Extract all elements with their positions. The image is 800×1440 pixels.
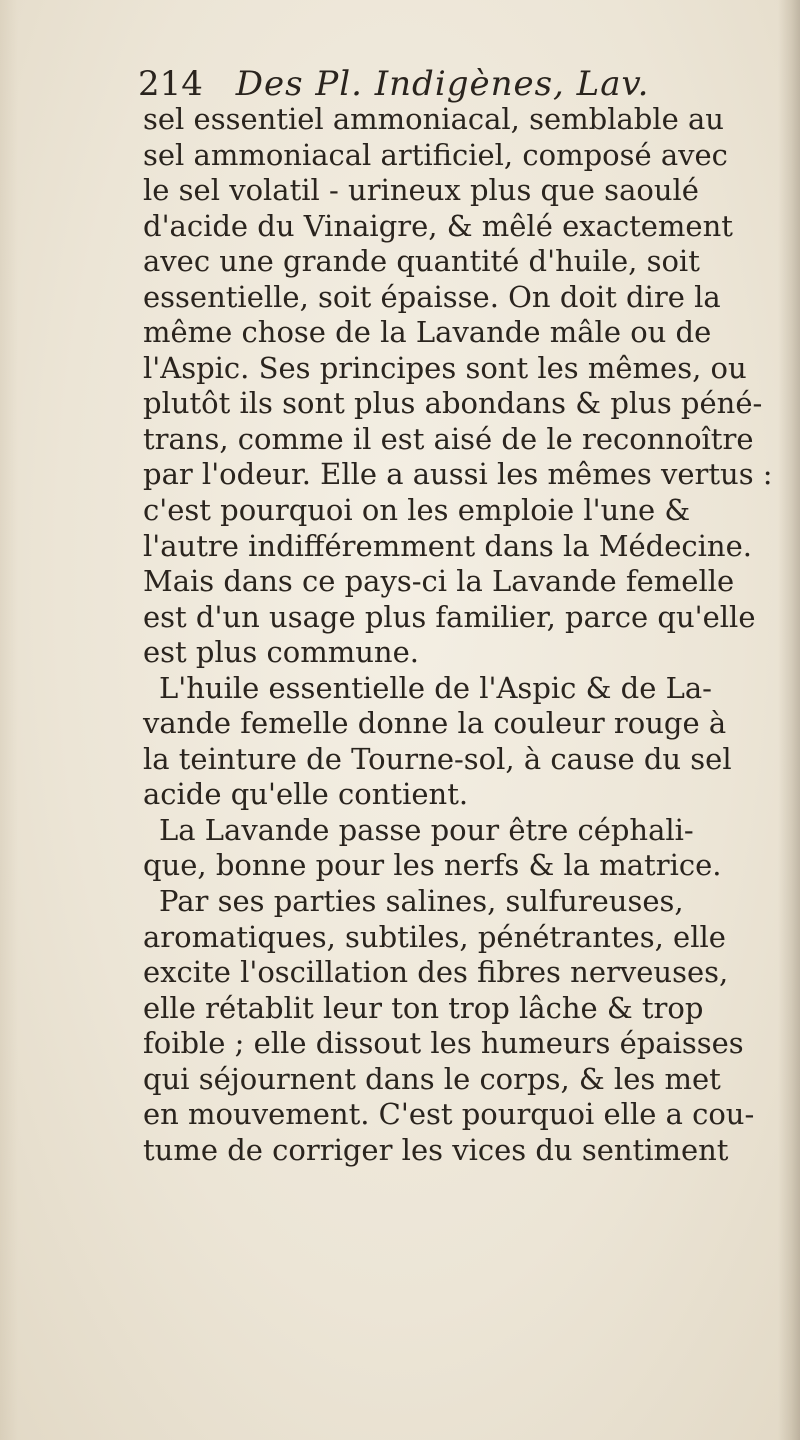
body-text xyxy=(143,102,783,1168)
text-line: est plus commune. xyxy=(143,635,419,670)
text-line: l'Aspic. Ses principes sont les mêmes, ou xyxy=(143,350,747,385)
text-line: par l'odeur. Elle a aussi les mêmes vertus : xyxy=(143,457,773,492)
text-line: c'est pourquoi on les emploie l'une & xyxy=(143,493,691,528)
page-gutter-shadow xyxy=(0,0,18,1440)
text-line: d'acide du Vinaigre, & mêlé exactement xyxy=(143,208,733,243)
text-line: elle rétablit leur ton trop lâche & trop xyxy=(143,990,704,1025)
text-line: en mouvement. C'est pourquoi elle a cou- xyxy=(143,1097,755,1132)
paragraph-start-line: L'huile essentielle de l'Aspic & de La- xyxy=(159,670,712,705)
text-line: vande femelle donne la couleur rouge à xyxy=(143,706,727,741)
text-line: plutôt ils sont plus abondans & plus péné- xyxy=(143,386,763,421)
text-line: trans, comme il est aisé de le reconnoître xyxy=(143,421,754,456)
text-line: même chose de la Lavande mâle ou de xyxy=(143,315,712,350)
text-line: aromatiques, subtiles, pénétrantes, elle xyxy=(143,919,726,954)
text-line: avec une grande quantité d'huile, soit xyxy=(143,244,700,279)
text-line: est d'un usage plus familier, parce qu'elle xyxy=(143,599,756,634)
paragraph-start-line: La Lavande passe pour être céphali- xyxy=(159,812,694,847)
text-line: foible ; elle dissout les humeurs épaisses xyxy=(143,1026,744,1061)
text-line: que, bonne pour les nerfs & la matrice. xyxy=(143,848,722,883)
paragraph-start-line: Par ses parties salines, sulfureuses, xyxy=(159,884,684,919)
page-header xyxy=(138,62,778,106)
text-line: sel essentiel ammoniacal, semblable au xyxy=(143,102,724,136)
text-line: l'autre indifféremment dans la Médecine. xyxy=(143,528,752,563)
text-line: excite l'oscillation des fibres nerveuses, xyxy=(143,955,729,990)
running-head: Des Pl. Indigènes, Lav. xyxy=(235,64,650,104)
text-line: essentielle, soit épaisse. On doit dire la xyxy=(143,279,721,314)
text-line: la teinture de Tourne-sol, à cause du sel xyxy=(143,741,732,776)
text-line: sel ammoniacal artificiel, composé avec xyxy=(143,137,728,172)
text-line: tume de corriger les vices du sentiment xyxy=(143,1132,729,1167)
text-line: qui séjournent dans le corps, & les met xyxy=(143,1061,721,1096)
text-line: le sel volatil - urineux plus que saoulé xyxy=(143,173,699,208)
text-line: Mais dans ce pays-ci la Lavande femelle xyxy=(143,564,735,599)
page-number: 214 xyxy=(138,64,203,104)
text-line: acide qu'elle contient. xyxy=(143,777,469,812)
